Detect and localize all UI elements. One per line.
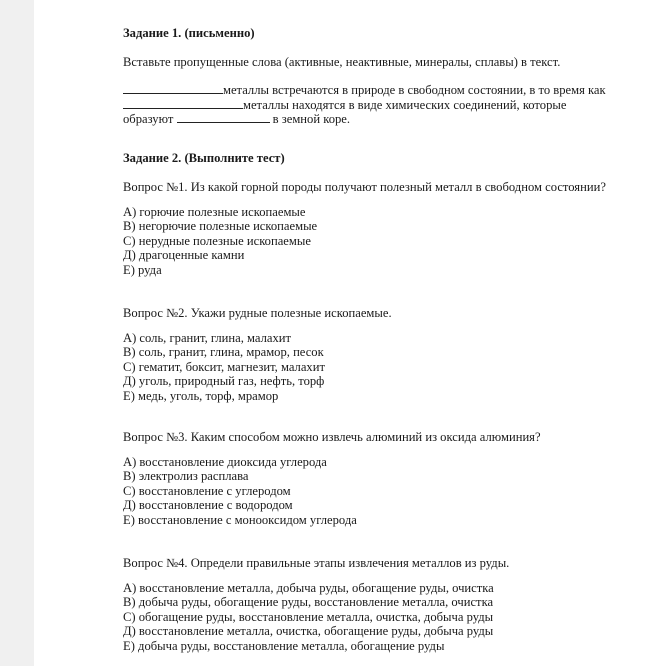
answer-option: В) добыча руды, обогащение руды, восстановление металла, очистка [123, 595, 494, 610]
task1-line2: металлы находятся в виде химических соединений, которые [243, 97, 567, 112]
answer-option: С) восстановление с углеродом [123, 483, 291, 498]
answer-option: В) электролиз расплава [123, 469, 249, 484]
question-3 [123, 430, 541, 528]
answer-option: В) соль, гранит, глина, мрамор, песок [123, 345, 324, 360]
answer-option: Е) восстановление с монооксидом углерода [123, 512, 357, 527]
answer-option: Д) восстановление металла, очистка, обогащение руды, добыча руды [123, 624, 494, 639]
blank-field-1[interactable] [123, 82, 223, 94]
answer-option: С) гематит, боксит, магнезит, малахит [123, 359, 325, 374]
answer-option: С) нерудные полезные ископаемые [123, 233, 311, 248]
task1-line3-before: образуют [123, 112, 174, 127]
answer-option: Д) драгоценные камни [123, 248, 245, 263]
blank-field-3[interactable] [177, 111, 270, 123]
blank-field-2[interactable] [123, 97, 243, 109]
answer-option: А) горючие полезные ископаемые [123, 204, 306, 219]
question-1 [123, 180, 606, 278]
question-4 [123, 556, 509, 654]
answer-option: Д) восстановление с водородом [123, 498, 293, 513]
answer-option: А) восстановление диоксида углерода [123, 454, 327, 469]
question-text: Вопрос №1. Из какой горной породы получают полезный металл в свободном состоянии? [123, 180, 606, 194]
answer-option: А) соль, гранит, глина, малахит [123, 330, 292, 345]
task1-line3-after: в земной коре. [272, 112, 351, 127]
task1-fill-text [123, 82, 606, 126]
task2-title: Задание 2. (Выполните тест) [123, 151, 285, 165]
question-text: Вопрос №2. Укажи рудные полезные ископаемые. [123, 306, 392, 320]
answer-option: В) негорючие полезные ископаемые [123, 219, 318, 234]
answer-option: С) обогащение руды, восстановление металла, очистка, добыча руды [123, 609, 494, 624]
question-2 [123, 306, 392, 404]
answer-option: Е) руда [123, 262, 162, 277]
task1-title: Задание 1. (письменно) [123, 26, 255, 40]
task1-instruction: Вставьте пропущенные слова (активные, неактивные, минералы, сплавы) в текст. [123, 55, 561, 69]
answer-option: Д) уголь, природный газ, нефть, торф [123, 374, 325, 389]
answer-option: А) восстановление металла, добыча руды, обогащение руды, очистка [123, 580, 494, 595]
answer-option: Е) медь, уголь, торф, мрамор [123, 388, 279, 403]
question-text: Вопрос №4. Определи правильные этапы извлечения металлов из руды. [123, 556, 510, 570]
question-text: Вопрос №3. Каким способом можно извлечь алюминий из оксида алюминия? [123, 430, 541, 444]
answer-option: Е) добыча руды, восстановление металла, обогащение руды [123, 638, 445, 653]
page-gutter [0, 0, 34, 666]
task1-line1: металлы встречаются в природе в свободном состоянии, в то время как [223, 83, 606, 97]
